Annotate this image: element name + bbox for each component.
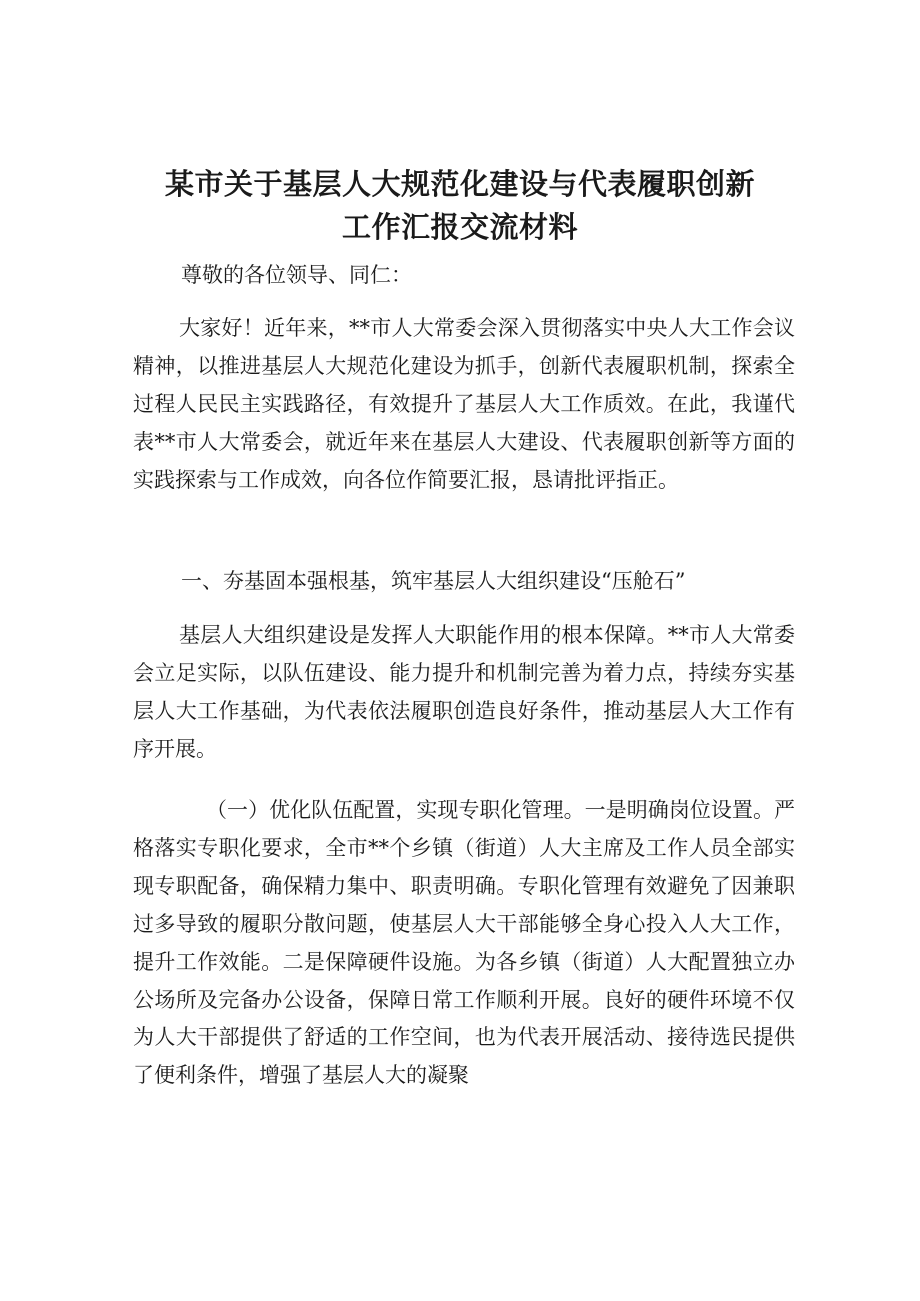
paragraph-intro-text: 大家好！近年来，**市人大常委会深入贯彻落实中央人大工作会议精神，以推进基层人大规范化建设为抓手，创新代表履职机制，探索全过程人民民主实践路径，有效提升了基层人大工作质效。在此，我谨代表**市人大常委会，就近年来在基层人大建设、代表履职创新等方面的实践探索与工作成效，向各位作简要汇报，恳请批评指正。 [133, 316, 795, 492]
document-title-line-2: 工作汇报交流材料 [341, 210, 578, 244]
paragraph-subsection-1-text: （一）优化队伍配置，实现专职化管理。一是明确岗位设置。严格落实专职化要求，全市**个乡镇（街道）人大主席及工作人员全部实现专职配备，确保精力集中、职责明确。专职化管理有效避免了因兼职过多导致的履职分散问题，使基层人大干部能够全身心投入人大工作，提升工作效能。二是保障硬件设施。为各乡镇（街道）人大配置独立办公场所及完备办公设备，保障日常工作顺利开展。良好的硬件环境不仅为人大干部提供了舒适的工作空间，也为代表开展活动、接待选民提供了便利条件，增强了基层人大的凝聚 [133, 798, 795, 1088]
paragraph-section-1-text: 基层人大组织建设是发挥人大职能作用的根本保障。**市人大常委会立足实际，以队伍建设、能力提升和机制完善为着力点，持续夯实基层人大工作基础，为代表依法履职创造良好条件，推动基层人大工作有序开展。 [133, 623, 795, 761]
salutation: 尊敬的各位领导、同仁： [181, 263, 412, 287]
paragraph-intro [133, 310, 795, 500]
paragraph-subsection-1 [133, 792, 795, 1095]
section-heading-1: 一、夯基固本强根基，筑牢基层人大组织建设“压舱石” [181, 569, 686, 593]
document-title-line-1: 某市关于基层人大规范化建设与代表履职创新 [164, 167, 755, 201]
paragraph-section-1 [133, 617, 795, 769]
